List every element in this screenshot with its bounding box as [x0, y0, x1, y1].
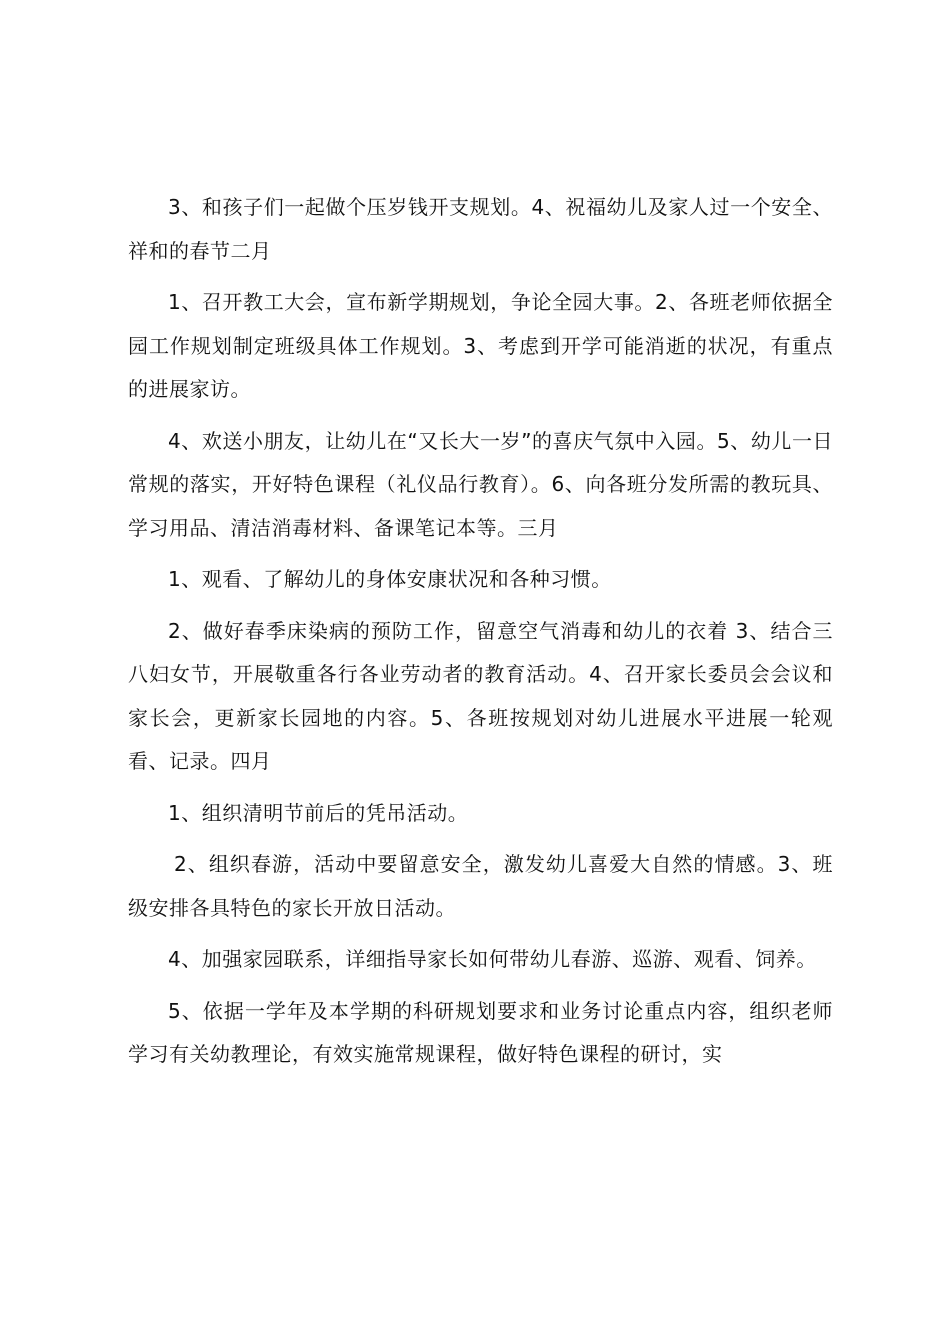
paragraph-7: 2、组织春游，活动中要留意安全，激发幼儿喜爱大自然的情感。3、班级安排各具特色的家长开放日活动。 — [128, 852, 833, 920]
paragraph-8: 4、加强家园联系，详细指导家长如何带幼儿春游、巡游、观看、饲养。 — [168, 947, 817, 971]
document-body — [128, 186, 833, 1085]
paragraph-4: 1、观看、了解幼儿的身体安康状况和各种习惯。 — [168, 567, 612, 591]
paragraph-3: 4、欢送小朋友，让幼儿在“又长大一岁”的喜庆气氛中入园。5、幼儿一日常规的落实，开好特色课程（礼仪品行教育）。6、向各班分发所需的教玩具、学习用品、清洁消毒材料、备课笔记本等。三月 — [128, 428, 833, 540]
paragraph-6: 1、组织清明节前后的凭吊活动。 — [168, 800, 469, 825]
paragraph-2: 1、召开教工大会，宣布新学期规划，争论全园大事。2、各班老师依据全园工作规划制定班级具体工作规划。3、考虑到开学可能消逝的状况，有重点的进展家访。 — [128, 290, 833, 401]
paragraph-1: 3、和孩子们一起做个压岁钱开支规划。4、祝福幼儿及家人过一个安全、祥和的春节二月 — [128, 195, 833, 263]
paragraph-5: 2、做好春季床染病的预防工作，留意空气消毒和幼儿的衣着 3、结合三八妇女节，开展敬重各行各业劳动者的教育活动。4、召开家长委员会会议和家长会，更新家长园地的内容。5、各班按规划对幼儿进展水平进展一轮观看、记录。四月 — [128, 618, 833, 773]
paragraph-9: 5、依据一学年及本学期的科研规划要求和业务讨论重点内容，组织老师学习有关幼教理论，有效实施常规课程，做好特色课程的研讨，实 — [128, 998, 833, 1066]
